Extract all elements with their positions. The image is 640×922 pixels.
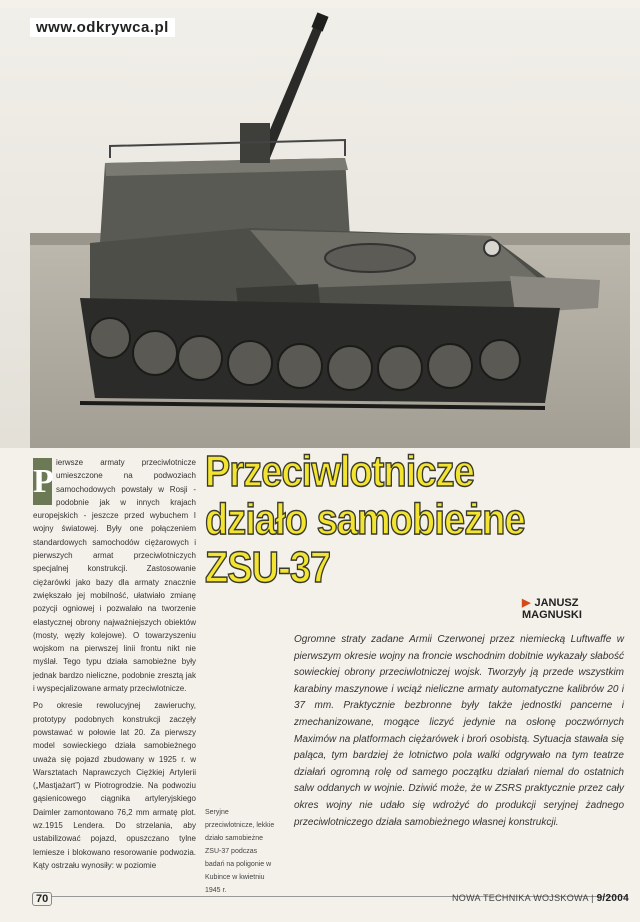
body-paragraph <box>33 456 196 695</box>
body-text: ierwsze armaty przeciwlotnicze umieszczone na podwoziach samochodowych powstały w Rosji - podobnie jak w innych krajach europejskich - jeszcze przed wybuchem I wojny światowej. Były one połączeniem standardowych samochodów ciężarowych i pierwszych armat przeciwlotniczych specjalnej konstrukcji. Zastosowanie ciężarówki jako bazy dla armaty znacznie zwiększało jej mobilność, ułatwiało zmianę pozycji ogniowej i pozwalało na tworzenie elastycznej obrony najważniejszych obiektów (mosty, węzły kolejowe). O towarzyszeniu wojskom na pierwszej linii frontu nikt nie myślał. Tego typu działa samobieżne były jednak bardzo nieliczne, podobnie zresztą jak i wyspecjalizowane armaty przeciwlotnicze. <box>33 458 196 694</box>
journal-footer: NOWA TECHNIKA WOJSKOWA | 9/2004 <box>452 893 629 904</box>
title-line: działo samobieżne <box>205 495 525 544</box>
page-number: 70 <box>32 892 52 906</box>
article-title <box>205 448 566 592</box>
arrow-icon: ▶ <box>522 597 531 609</box>
watermark: www.odkrywca.pl <box>30 18 175 37</box>
author-name: JANUSZ MAGNUSKI <box>522 597 582 621</box>
body-column <box>33 456 196 876</box>
author-byline <box>522 596 640 621</box>
issue-number: 9/2004 <box>596 893 629 904</box>
title-line: ZSU-37 <box>205 543 331 592</box>
body-paragraph <box>33 699 196 872</box>
title-line: Przeciwlotnicze <box>205 447 474 496</box>
dropcap: P <box>33 458 52 505</box>
lead-paragraph: Ogromne straty zadane Armii Czerwonej przez niemiecką Luftwaffe w pierwszym okresie wojny na froncie wschodnim dobitnie wykazały słabość sowieckiej obrony przeciwlotniczej wojsk. Tworzyły ją przede wszystkim karabiny maszynowe i wciąż nieliczne armaty automatyczne kalibrów 20 i 37 mm. Praktycznie bezbronne były także jednostki pancerne i zmechanizowane, mogące liczyć jedynie na osłonę poczwórnych Maximów na platformach ciężarówek i broń osobistą. Sytuacja stawała się paląca, tym bardziej że lotnictwo pola walki odgrywało na tym teatrze działań ogromną rolę od samego początku działań niemal do ostatnich salw oddanych w wojnie. Dziwić może, że w ZSRS praktycznie przez cały okres wojny nie udało się wdrożyć do produkcji seryjnej żadnego przeciwlotniczego działa samobieżnego własnej konstrukcji. <box>294 634 624 828</box>
photo-caption: Seryjne przeciwlotnicze, lekkie działo samobieżne ZSU-37 podczas badań na poligonie w Kubince w kwietniu 1945 r. <box>205 809 275 894</box>
journal-name: NOWA TECHNIKA WOJSKOWA <box>452 893 589 903</box>
tank-photo <box>0 8 640 448</box>
body-text: Po okresie rewolucyjnej zawieruchy, prototypy podobnych konstrukcji zaczęły powstawać w połowie lat 20. Za pierwszy model sowieckiego działa samobieżnego uważa się pojazd zbudowany w 1925 r. w Warsztatach Naprawczych Ciężkiej Artylerii („Mastjażart”) w Piotrogrodzie. Na podwoziu gąsienicowego ciągnika artyleryjskiego Daimler zamontowano 76,2 mm armatę plot. wz.1915 Lendera. Do strzelania, aby ustabilizować pojazd, opuszczano tylne lemiesze i blokowano resorowanie podwozia. Kąty ostrzału wynosiły: w poziomie <box>33 701 196 870</box>
